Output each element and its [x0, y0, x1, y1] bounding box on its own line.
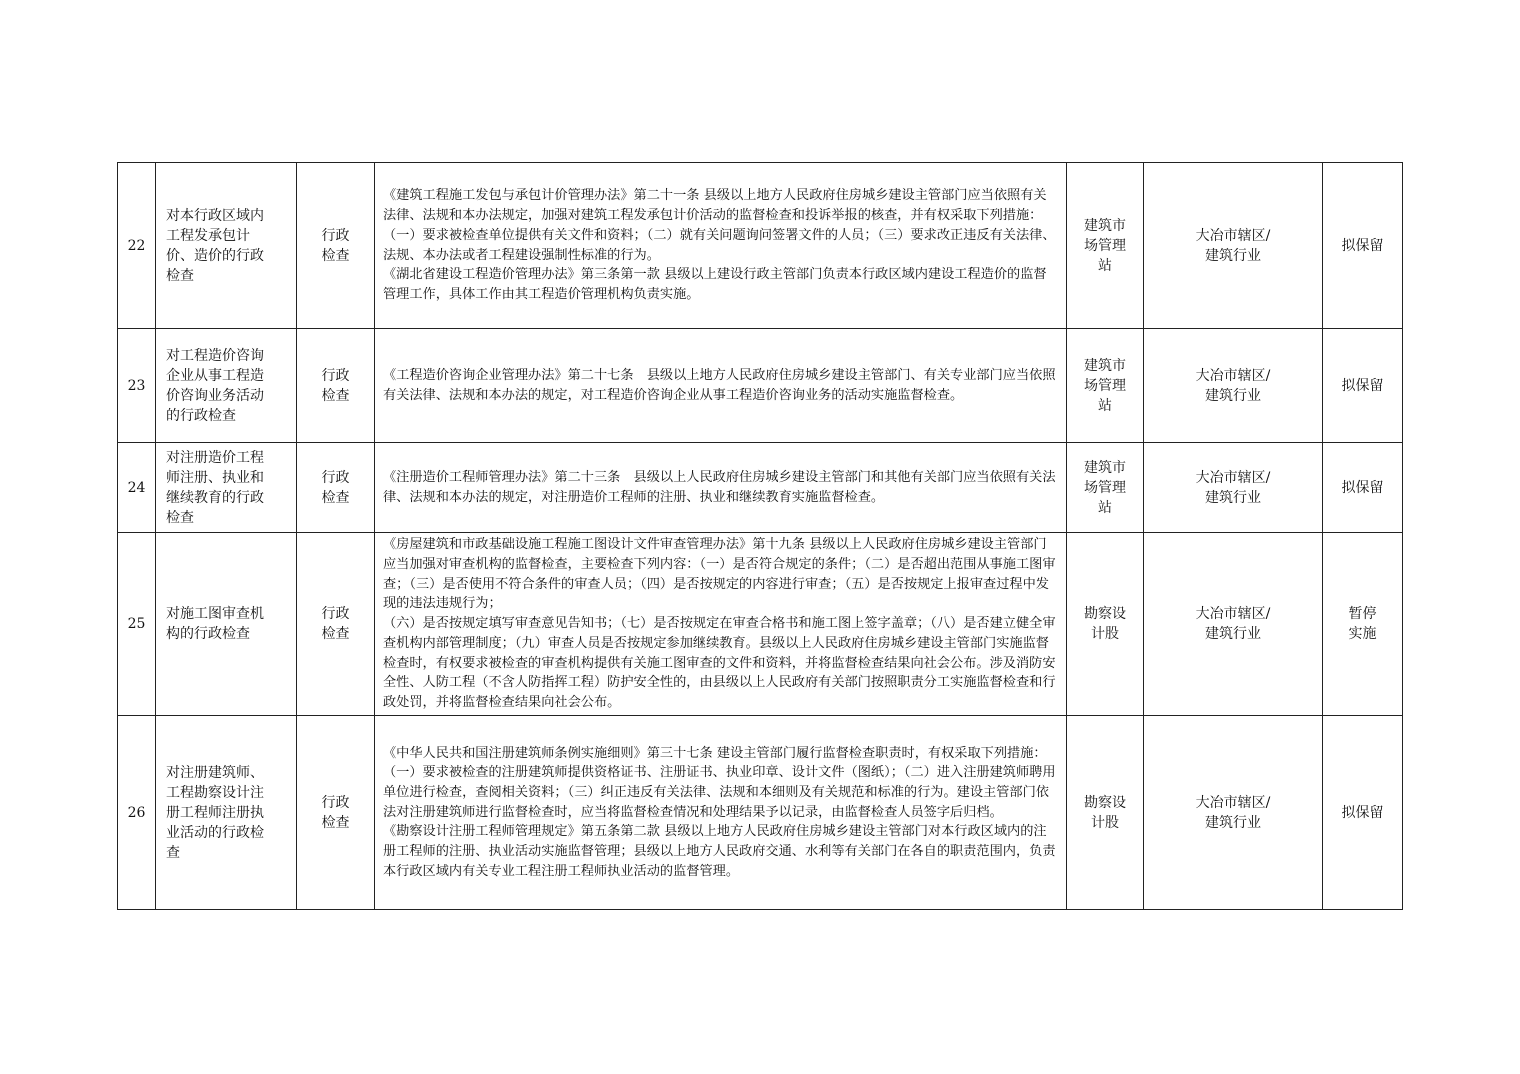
- jurisdiction-scope: 大冶市辖区/ 建筑行业: [1144, 443, 1323, 533]
- item-name: 对施工图审查机 构的行政检查: [156, 533, 297, 716]
- responsible-department: 建筑市 场管理 站: [1067, 163, 1144, 329]
- row-number: 26: [118, 716, 156, 910]
- item-type: 行政 检查: [297, 533, 375, 716]
- jurisdiction-scope: 大冶市辖区/ 建筑行业: [1144, 716, 1323, 910]
- item-name: 对注册造价工程 师注册、执业和 继续教育的行政 检查: [156, 443, 297, 533]
- jurisdiction-scope: 大冶市辖区/ 建筑行业: [1144, 533, 1323, 716]
- jurisdiction-scope: 大冶市辖区/ 建筑行业: [1144, 329, 1323, 443]
- legal-basis-paragraph: （六）是否按规定填写审查意见告知书；（七）是否按规定在审查合格书和施工图上签字盖章；（八）是否建立健全审查机构内部管理制度；（九）审查人员是否按规定参加继续教育。县级以上人民政府住房城乡建设主管部门实施监督检查时，有权要求被检查的审查机构提供有关施工图审查的文件和资料，并将监督检查结果向社会公布。涉及消防安全性、人防工程（不含人防指挥工程）防护安全性的，由县级以上人民政府有关部门按照职责分工实施监督检查和行政处罚，并将监督检查结果向社会公布。: [383, 616, 1056, 710]
- legal-basis: [375, 163, 1067, 329]
- item-type: 行政 检查: [297, 443, 375, 533]
- legal-basis-paragraph: 《房屋建筑和市政基础设施工程施工图设计文件审查管理办法》第十九条 县级以上人民政府住房城乡建设主管部门应当加强对审查机构的监督检查，主要检查下列内容：（一）是否符合规定的条件；（二）是否超出范围从事施工图审查；（三）是否使用不符合条件的审查人员；（四）是否按规定的内容进行审查；（五）是否按规定上报审查过程中发现的违法违规行为；: [383, 537, 1056, 612]
- table-row: [118, 329, 1403, 443]
- jurisdiction-scope: 大冶市辖区/ 建筑行业: [1144, 163, 1323, 329]
- row-number: 22: [118, 163, 156, 329]
- legal-basis: [375, 716, 1067, 910]
- legal-basis: [375, 533, 1067, 716]
- item-name: 对注册建筑师、 工程勘察设计注 册工程师注册执 业活动的行政检 查: [156, 716, 297, 910]
- legal-basis-paragraph: 《中华人民共和国注册建筑师条例实施细则》第三十七条 建设主管部门履行监督检查职责时，有权采取下列措施：（一）要求被检查的注册建筑师提供资格证书、注册证书、执业印章、设计文件（图纸）；（二）进入注册建筑师聘用单位进行检查，查阅相关资料；（三）纠正违反有关法律、法规和本细则及有关规范和标准的行为。建设主管部门依法对注册建筑师进行监督检查时，应当将监督检查情况和处理结果予以记录，由监督检查人员签字后归档。: [383, 745, 1056, 820]
- legal-basis-paragraph: 《工程造价咨询企业管理办法》第二十七条 县级以上地方人民政府住房城乡建设主管部门、有关专业部门应当依照有关法律、法规和本办法的规定，对工程造价咨询企业从事工程造价咨询业务的活动实施监督检查。: [383, 367, 1056, 403]
- legal-basis-paragraph: 《湖北省建设工程造价管理办法》第三条第一款 县级以上建设行政主管部门负责本行政区域内建设工程造价的监督管理工作，具体工作由其工程造价管理机构负责实施。: [383, 267, 1047, 302]
- row-number: 24: [118, 443, 156, 533]
- item-name: 对本行政区域内 工程发承包计 价、造价的行政 检查: [156, 163, 297, 329]
- table-row: [118, 716, 1403, 910]
- disposition-status: 暂停 实施: [1323, 533, 1403, 716]
- legal-basis: [375, 329, 1067, 443]
- row-number: 23: [118, 329, 156, 443]
- responsible-department: 建筑市 场管理 站: [1067, 329, 1144, 443]
- item-type: 行政 检查: [297, 163, 375, 329]
- legal-basis-paragraph: 《建筑工程施工发包与承包计价管理办法》第二十一条 县级以上地方人民政府住房城乡建设主管部门应当依照有关法律、法规和本办法规定，加强对建筑工程发承包计价活动的监督检查和投诉举报的核查，并有权采取下列措施：（一）要求被检查单位提供有关文件和资料；（二）就有关问题询问签署文件的人员；（三）要求改正违反有关法律、法规、本办法或者工程建设强制性标准的行为。: [383, 188, 1056, 263]
- item-type: 行政 检查: [297, 716, 375, 910]
- row-number: 25: [118, 533, 156, 716]
- item-type: 行政 检查: [297, 329, 375, 443]
- responsible-department: 勘察设 计股: [1067, 533, 1144, 716]
- table-row: [118, 533, 1403, 716]
- responsible-department: 建筑市 场管理 站: [1067, 443, 1144, 533]
- disposition-status: 拟保留: [1323, 163, 1403, 329]
- disposition-status: 拟保留: [1323, 329, 1403, 443]
- disposition-status: 拟保留: [1323, 443, 1403, 533]
- table-row: [118, 443, 1403, 533]
- legal-basis-paragraph: 《勘察设计注册工程师管理规定》第五条第二款 县级以上地方人民政府住房城乡建设主管部门对本行政区域内的注册工程师的注册、执业活动实施监督管理；县级以上地方人民政府交通、水利等有关部门在各自的职责范围内，负责本行政区域内有关专业工程注册工程师执业活动的监督管理。: [383, 824, 1056, 879]
- disposition-status: 拟保留: [1323, 716, 1403, 910]
- legal-basis: [375, 443, 1067, 533]
- responsible-department: 勘察设 计股: [1067, 716, 1144, 910]
- inspection-items-table: [117, 162, 1403, 910]
- table-row: [118, 163, 1403, 329]
- legal-basis-paragraph: 《注册造价工程师管理办法》第二十三条 县级以上人民政府住房城乡建设主管部门和其他有关部门应当依照有关法律、法规和本办法的规定，对注册造价工程师的注册、执业和继续教育实施监督检查。: [383, 469, 1056, 505]
- item-name: 对工程造价咨询 企业从事工程造 价咨询业务活动 的行政检查: [156, 329, 297, 443]
